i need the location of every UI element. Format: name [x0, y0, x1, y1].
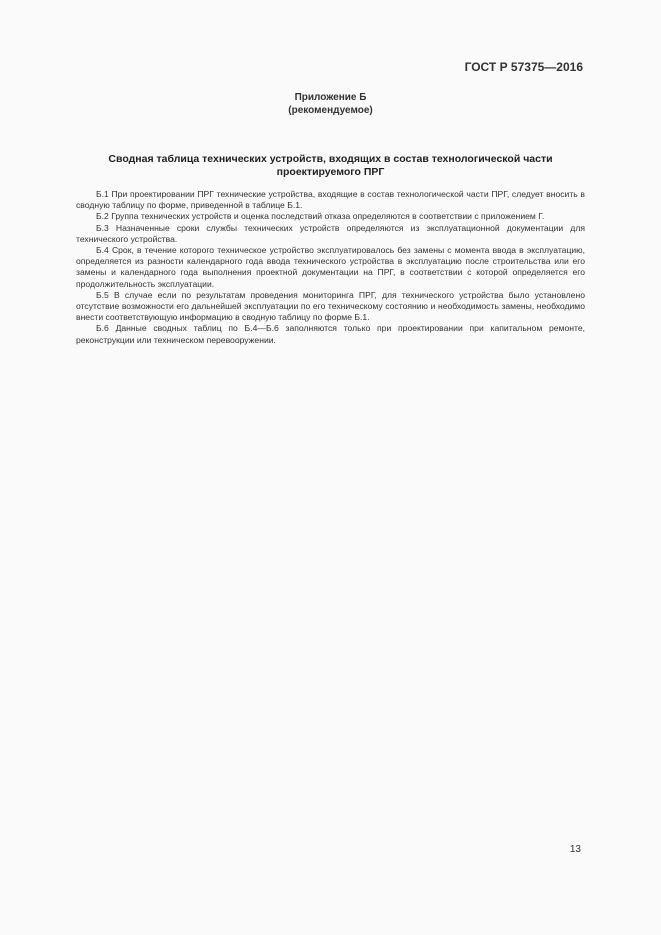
section-title-line-1: Сводная таблица технических устройств, входящих в состав технологической части — [108, 153, 553, 165]
body-text — [76, 189, 585, 346]
paragraph-b1: Б.1 При проектировании ПРГ технические устройства, входящие в состав технологической части ПРГ, следует вносить в сводную таблицу по форме, приведенной в таблице Б.1. — [76, 189, 585, 211]
appendix-heading — [0, 91, 661, 117]
paragraph-b5: Б.5 В случае если по результатам проведения мониторинга ПРГ, для технического устройства было установлено отсутствие возможности его дальнейшей эксплуатации по его техническому состоянию и необходимость замены, необходимо внести соответствующую информацию в сводную таблицу по форме Б.1. — [76, 289, 585, 323]
paragraph-b2: Б.2 Группа технических устройств и оценка последствий отказа определяются в соответствии с приложением Г. — [96, 211, 545, 222]
paragraph-b4: Б.4 Срок, в течение которого техническое устройство эксплуатировалось без замены с момента ввода в эксплуатацию, определяется из разности календарного года ввода технического устройства в эксплуатацию после строительства или его замены и календарного года выполнения проектной документации на ПРГ, в соответствии с которой определяется его продолжительность эксплуатации. — [76, 245, 585, 289]
paragraph-b3: Б.3 Назначенные сроки службы технических устройств определяются из эксплуатационной документации для технического устройства. — [76, 222, 585, 244]
section-title — [76, 153, 585, 179]
page-number: 13 — [569, 844, 581, 855]
section-title-line-2: проектируемого ПРГ — [276, 166, 385, 178]
appendix-status: (рекомендуемое) — [288, 105, 373, 116]
paragraph-b6: Б.6 Данные сводных таблиц по Б.4—Б.6 заполняются только при проектировании при капитальном ремонте, реконструкции или техническом перевооружении. — [76, 323, 585, 345]
standard-code: ГОСТ Р 57375—2016 — [464, 60, 583, 74]
appendix-title: Приложение Б — [294, 92, 367, 103]
